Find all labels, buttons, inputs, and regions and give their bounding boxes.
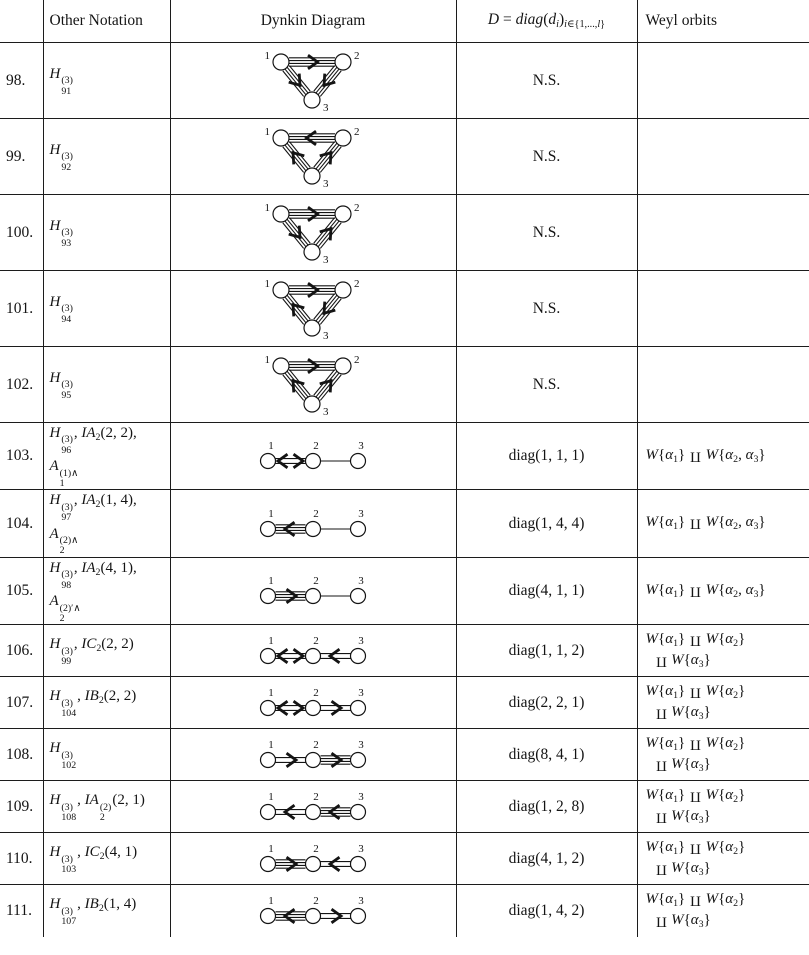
- table-row: [0, 490, 809, 557]
- notation-line: H (3) 99 , IC2(2, 2): [49, 636, 134, 668]
- dynkin-diagram-cell: [170, 43, 456, 119]
- d-diag-matrix-cell: N.S.: [456, 119, 637, 195]
- table-row: [0, 271, 809, 347]
- dynkin-edge: [314, 293, 341, 324]
- dynkin-edge: [283, 141, 310, 172]
- dynkin-node: [351, 856, 366, 871]
- edge-arrow-icon: [332, 701, 342, 715]
- dynkin-diagram-cell: [170, 119, 456, 195]
- node-label: 3: [358, 790, 364, 803]
- node-label: 3: [358, 738, 364, 751]
- notation-line: H (3) 103 , IC2(4, 1): [49, 844, 138, 876]
- node-label: 1: [268, 634, 274, 647]
- weyl-orbits-cell: [637, 271, 809, 347]
- row-number-cell: 100.: [0, 195, 43, 271]
- dynkin-node: [261, 804, 276, 819]
- weyl-orbits-cell: [637, 557, 809, 624]
- dynkin-node: [306, 752, 321, 767]
- edge-arrow-icon: [308, 207, 318, 221]
- notation-cell: [43, 43, 170, 119]
- weyl-orbits-cell: [637, 119, 809, 195]
- dynkin-diagram: [240, 277, 386, 341]
- dynkin-diagram: [247, 685, 379, 721]
- edge-arrow-icon: [278, 701, 288, 715]
- dynkin-edge: [321, 705, 351, 710]
- d-diag-matrix-cell: N.S.: [456, 43, 637, 119]
- notation-line: H (3) 96 , IA2(2, 2),: [49, 425, 137, 456]
- row-number-cell: 106.: [0, 625, 43, 677]
- d-diag-matrix-cell: diag(1, 4, 2): [456, 885, 637, 937]
- dynkin-node: [273, 282, 289, 298]
- node-label: 3: [323, 101, 329, 113]
- node-label: 2: [313, 686, 319, 699]
- notation-line: H (3) 91: [49, 65, 73, 97]
- dynkin-edge: [321, 653, 351, 658]
- dynkin-node: [335, 54, 351, 70]
- node-label: 1: [264, 353, 270, 366]
- node-label: 1: [268, 738, 274, 751]
- node-label: 3: [358, 842, 364, 855]
- row-number-cell: 107.: [0, 677, 43, 729]
- edge-arrow-icon: [287, 589, 297, 603]
- dynkin-node: [273, 130, 289, 146]
- notation-line: H (3) 107 , IB2(1, 4): [49, 896, 137, 928]
- dynkin-node: [306, 700, 321, 715]
- notation-cell: [43, 490, 170, 557]
- d-diag-matrix-cell: diag(2, 2, 1): [456, 677, 637, 729]
- node-label: 2: [313, 790, 319, 803]
- dynkin-node: [273, 206, 289, 222]
- amalgamation-symbol: Π: [689, 736, 701, 753]
- notation-line: H (3) 95: [49, 369, 73, 401]
- weyl-orbit-line: W{α1} Π W{α2, α3}: [645, 446, 766, 465]
- header-row: [0, 0, 809, 43]
- notation-cell: [43, 423, 170, 490]
- node-label: 2: [354, 125, 360, 138]
- weyl-orbit-line: W{α1} Π W{α2, α3}: [645, 514, 766, 533]
- dynkin-diagram-cell: [170, 677, 456, 729]
- node-label: 3: [358, 686, 364, 699]
- dynkin-edge: [321, 861, 351, 866]
- amalgamation-symbol: Π: [655, 757, 667, 774]
- notation-line: H (3) 92: [49, 141, 73, 173]
- dynkin-diagram: [247, 438, 379, 474]
- row-number-cell: 99.: [0, 119, 43, 195]
- weyl-orbit-line: W{α1} Π W{α2}: [645, 891, 746, 910]
- dynkin-node: [304, 396, 320, 412]
- dynkin-node: [335, 130, 351, 146]
- dynkin-node: [306, 909, 321, 924]
- notation-cell: [43, 885, 170, 937]
- dynkin-edge: [314, 217, 341, 248]
- dynkin-diagram: [240, 125, 386, 189]
- dynkin-node: [261, 454, 276, 469]
- row-number-cell: 104.: [0, 490, 43, 557]
- weyl-orbit-line: W{α1} Π W{α2}: [645, 734, 746, 753]
- table-row: [0, 119, 809, 195]
- dynkin-node: [273, 54, 289, 70]
- weyl-orbit-line: W{α1} Π W{α2}: [645, 838, 746, 857]
- table-row: [0, 43, 809, 119]
- node-label: 3: [358, 895, 364, 908]
- dynkin-diagram: [247, 841, 379, 877]
- dynkin-diagram: [240, 353, 386, 417]
- dynkin-edge: [321, 914, 351, 919]
- edge-arrow-icon: [330, 805, 340, 819]
- amalgamation-symbol: Π: [655, 705, 667, 722]
- row-number-cell: 103.: [0, 423, 43, 490]
- node-label: 1: [268, 440, 274, 453]
- dynkin-node: [351, 804, 366, 819]
- notation-cell: [43, 347, 170, 423]
- weyl-orbits-cell: [637, 490, 809, 557]
- weyl-orbits-cell: [637, 885, 809, 937]
- dynkin-diagram-cell: [170, 490, 456, 557]
- notation-cell: [43, 677, 170, 729]
- node-label: 2: [313, 634, 319, 647]
- amalgamation-symbol: Π: [689, 448, 701, 465]
- dynkin-diagram-cell: [170, 271, 456, 347]
- edge-arrow-icon: [332, 753, 342, 767]
- dynkin-node: [261, 589, 276, 604]
- dynkin-node: [306, 454, 321, 469]
- d-diag-matrix-cell: N.S.: [456, 271, 637, 347]
- amalgamation-symbol: Π: [655, 861, 667, 878]
- weyl-orbits-cell: [637, 43, 809, 119]
- notation-line: H (3) 108 , IA (2) 2 (2, 1): [49, 792, 145, 824]
- table-row: [0, 195, 809, 271]
- dynkin-node: [304, 244, 320, 260]
- dynkin-diagram-cell: [170, 833, 456, 885]
- amalgamation-symbol: Π: [689, 583, 701, 600]
- notation-line: H (3) 94: [49, 293, 73, 325]
- dynkin-node: [304, 92, 320, 108]
- amalgamation-symbol: Π: [689, 684, 701, 701]
- dynkin-diagram: [247, 893, 379, 929]
- weyl-orbit-line: Π W{α3}: [655, 755, 711, 774]
- weyl-orbits-cell: [637, 729, 809, 781]
- weyl-orbits-cell: [637, 625, 809, 677]
- node-label: 3: [358, 507, 364, 520]
- dynkin-node: [273, 358, 289, 374]
- dynkin-node: [351, 909, 366, 924]
- node-label: 3: [323, 177, 329, 189]
- d-diag-matrix-cell: diag(8, 4, 1): [456, 729, 637, 781]
- notation-line: H (3) 93: [49, 217, 73, 249]
- amalgamation-symbol: Π: [655, 653, 667, 670]
- edge-arrow-icon: [308, 55, 318, 69]
- node-label: 1: [268, 686, 274, 699]
- notation-line: H (3) 97 , IA2(1, 4),: [49, 492, 137, 524]
- node-label: 3: [358, 634, 364, 647]
- dynkin-node: [261, 909, 276, 924]
- edge-arrow-icon: [330, 857, 340, 871]
- dynkin-edge: [314, 65, 341, 96]
- row-number-cell: 102.: [0, 347, 43, 423]
- node-label: 1: [268, 575, 274, 588]
- dynkin-node: [335, 206, 351, 222]
- dynkin-node: [306, 648, 321, 663]
- weyl-orbits-cell: [637, 781, 809, 833]
- dynkin-edge: [283, 65, 310, 96]
- dynkin-node: [306, 589, 321, 604]
- header-d-diag-matrix: D = diag(di)i∈{1,...,l}: [456, 0, 637, 43]
- node-label: 1: [268, 507, 274, 520]
- node-label: 1: [264, 49, 270, 62]
- row-number-cell: 111.: [0, 885, 43, 937]
- notation-cell: [43, 271, 170, 347]
- notation-cell: [43, 195, 170, 271]
- dynkin-diagram: [240, 49, 386, 113]
- dynkin-diagram: [247, 573, 379, 609]
- dynkin-diagram-cell: [170, 557, 456, 624]
- notation-line: H (3) 104 , IB2(2, 2): [49, 688, 137, 720]
- edge-arrow-icon: [285, 909, 295, 923]
- notation-line: H (3) 98 , IA2(4, 1),: [49, 559, 137, 591]
- table-row: [0, 677, 809, 729]
- node-label: 2: [313, 738, 319, 751]
- edge-arrow-icon: [330, 649, 340, 663]
- dynkin-node: [351, 589, 366, 604]
- row-number-cell: 101.: [0, 271, 43, 347]
- edge-arrow-icon: [287, 857, 297, 871]
- amalgamation-symbol: Π: [689, 788, 701, 805]
- table-row: [0, 625, 809, 677]
- edge-arrow-icon: [285, 522, 295, 536]
- d-diag-matrix-cell: diag(1, 2, 8): [456, 781, 637, 833]
- dynkin-node: [261, 752, 276, 767]
- dynkin-diagram: [247, 633, 379, 669]
- edge-arrow-icon: [285, 805, 295, 819]
- row-number-cell: 108.: [0, 729, 43, 781]
- weyl-orbits-cell: [637, 347, 809, 423]
- weyl-orbit-line: W{α1} Π W{α2}: [645, 786, 746, 805]
- dynkin-node: [335, 282, 351, 298]
- dynkin-edge: [283, 369, 310, 400]
- edge-arrow-icon: [294, 454, 304, 468]
- node-label: 2: [354, 353, 360, 366]
- edge-arrow-icon: [278, 649, 288, 663]
- edge-arrow-icon: [332, 909, 342, 923]
- table-row: [0, 423, 809, 490]
- node-label: 1: [264, 125, 270, 138]
- edge-arrow-icon: [307, 131, 317, 145]
- dynkin-node: [261, 700, 276, 715]
- dynkin-node: [351, 700, 366, 715]
- d-diag-matrix-cell: N.S.: [456, 347, 637, 423]
- weyl-orbits-cell: [637, 677, 809, 729]
- node-label: 1: [264, 277, 270, 290]
- dynkin-diagram-cell: [170, 423, 456, 490]
- header-number-cell: [0, 0, 43, 43]
- weyl-orbit-line: Π W{α3}: [655, 703, 711, 722]
- notation-cell: [43, 119, 170, 195]
- dynkin-edge: [283, 293, 310, 324]
- node-label: 2: [313, 842, 319, 855]
- dynkin-diagram-cell: [170, 781, 456, 833]
- dynkin-node: [351, 648, 366, 663]
- weyl-orbit-line: Π W{α3}: [655, 807, 711, 826]
- weyl-orbit-line: Π W{α3}: [655, 912, 711, 931]
- edge-arrow-icon: [278, 454, 288, 468]
- dynkin-node: [306, 804, 321, 819]
- dynkin-node: [261, 521, 276, 536]
- d-diag-matrix-cell: diag(4, 1, 2): [456, 833, 637, 885]
- table-row: [0, 557, 809, 624]
- notation-line: A (2)∧ 2: [49, 525, 79, 557]
- header-other-notation: Other Notation: [43, 0, 170, 43]
- dynkin-node: [261, 856, 276, 871]
- node-label: 3: [358, 440, 364, 453]
- d-diag-matrix-cell: N.S.: [456, 195, 637, 271]
- dynkin-diagram-cell: [170, 347, 456, 423]
- dynkin-edge: [276, 757, 306, 762]
- amalgamation-symbol: Π: [689, 892, 701, 909]
- weyl-orbit-line: W{α1} Π W{α2, α3}: [645, 581, 766, 600]
- node-label: 3: [323, 253, 329, 265]
- weyl-orbit-line: Π W{α3}: [655, 651, 711, 670]
- edge-arrow-icon: [308, 283, 318, 297]
- table-row: [0, 833, 809, 885]
- d-diag-matrix-cell: diag(1, 1, 2): [456, 625, 637, 677]
- table-row: [0, 347, 809, 423]
- node-label: 2: [313, 575, 319, 588]
- row-number-cell: 98.: [0, 43, 43, 119]
- row-number-cell: 110.: [0, 833, 43, 885]
- dynkin-edge: [283, 217, 310, 248]
- edge-arrow-icon: [308, 359, 318, 373]
- dynkin-node: [304, 168, 320, 184]
- dynkin-edge: [314, 141, 341, 172]
- dynkin-diagram: [247, 789, 379, 825]
- weyl-orbit-line: Π W{α3}: [655, 859, 711, 878]
- notation-line: A (2)′∧ 2: [49, 593, 81, 624]
- node-label: 1: [264, 201, 270, 214]
- node-label: 2: [313, 895, 319, 908]
- table-row: [0, 781, 809, 833]
- dynkin-diagram-cell: [170, 625, 456, 677]
- node-label: 2: [354, 201, 360, 214]
- dynkin-diagram-cell: [170, 885, 456, 937]
- dynkin-diagram: [240, 201, 386, 265]
- dynkin-diagram: [247, 737, 379, 773]
- dynkin-edge: [276, 809, 306, 814]
- row-number-cell: 109.: [0, 781, 43, 833]
- table-row: [0, 885, 809, 937]
- node-label: 2: [354, 49, 360, 62]
- dynkin-node: [335, 358, 351, 374]
- dynkin-edge: [314, 369, 341, 400]
- node-label: 2: [354, 277, 360, 290]
- header-dynkin-diagram: Dynkin Diagram: [170, 0, 456, 43]
- edge-arrow-icon: [294, 649, 304, 663]
- row-number-cell: 105.: [0, 557, 43, 624]
- dynkin-node: [351, 521, 366, 536]
- edge-arrow-icon: [294, 701, 304, 715]
- notation-line: A (1)∧ 1: [49, 458, 79, 490]
- weyl-orbits-cell: [637, 833, 809, 885]
- weyl-orbits-cell: [637, 423, 809, 490]
- node-label: 1: [268, 895, 274, 908]
- dynkin-node: [351, 454, 366, 469]
- d-diag-matrix-cell: diag(4, 1, 1): [456, 557, 637, 624]
- node-label: 2: [313, 507, 319, 520]
- node-label: 2: [313, 440, 319, 453]
- notation-cell: [43, 781, 170, 833]
- notation-cell: [43, 833, 170, 885]
- dynkin-node: [306, 856, 321, 871]
- notation-cell: [43, 557, 170, 624]
- dynkin-diagram-cell: [170, 195, 456, 271]
- dynkin-node: [306, 521, 321, 536]
- weyl-orbit-line: W{α1} Π W{α2}: [645, 630, 746, 649]
- notation-cell: [43, 729, 170, 781]
- amalgamation-symbol: Π: [689, 632, 701, 649]
- edge-arrow-icon: [287, 753, 297, 767]
- node-label: 3: [323, 329, 329, 341]
- table-row: [0, 729, 809, 781]
- amalgamation-symbol: Π: [689, 515, 701, 532]
- dynkin-diagram: [247, 506, 379, 542]
- notation-line: H (3) 102: [49, 740, 77, 772]
- d-diag-matrix-cell: diag(1, 1, 1): [456, 423, 637, 490]
- amalgamation-symbol: Π: [689, 840, 701, 857]
- dynkin-node: [261, 648, 276, 663]
- node-label: 3: [358, 575, 364, 588]
- node-label: 1: [268, 842, 274, 855]
- node-label: 1: [268, 790, 274, 803]
- amalgamation-symbol: Π: [655, 809, 667, 826]
- notation-cell: [43, 625, 170, 677]
- d-diag-matrix-cell: diag(1, 4, 4): [456, 490, 637, 557]
- node-label: 3: [323, 405, 329, 417]
- weyl-orbit-line: W{α1} Π W{α2}: [645, 682, 746, 701]
- dynkin-diagram-cell: [170, 729, 456, 781]
- weyl-orbits-cell: [637, 195, 809, 271]
- dynkin-node: [351, 752, 366, 767]
- amalgamation-symbol: Π: [655, 913, 667, 930]
- header-weyl-orbits: Weyl orbits: [637, 0, 809, 43]
- dynkin-node: [304, 320, 320, 336]
